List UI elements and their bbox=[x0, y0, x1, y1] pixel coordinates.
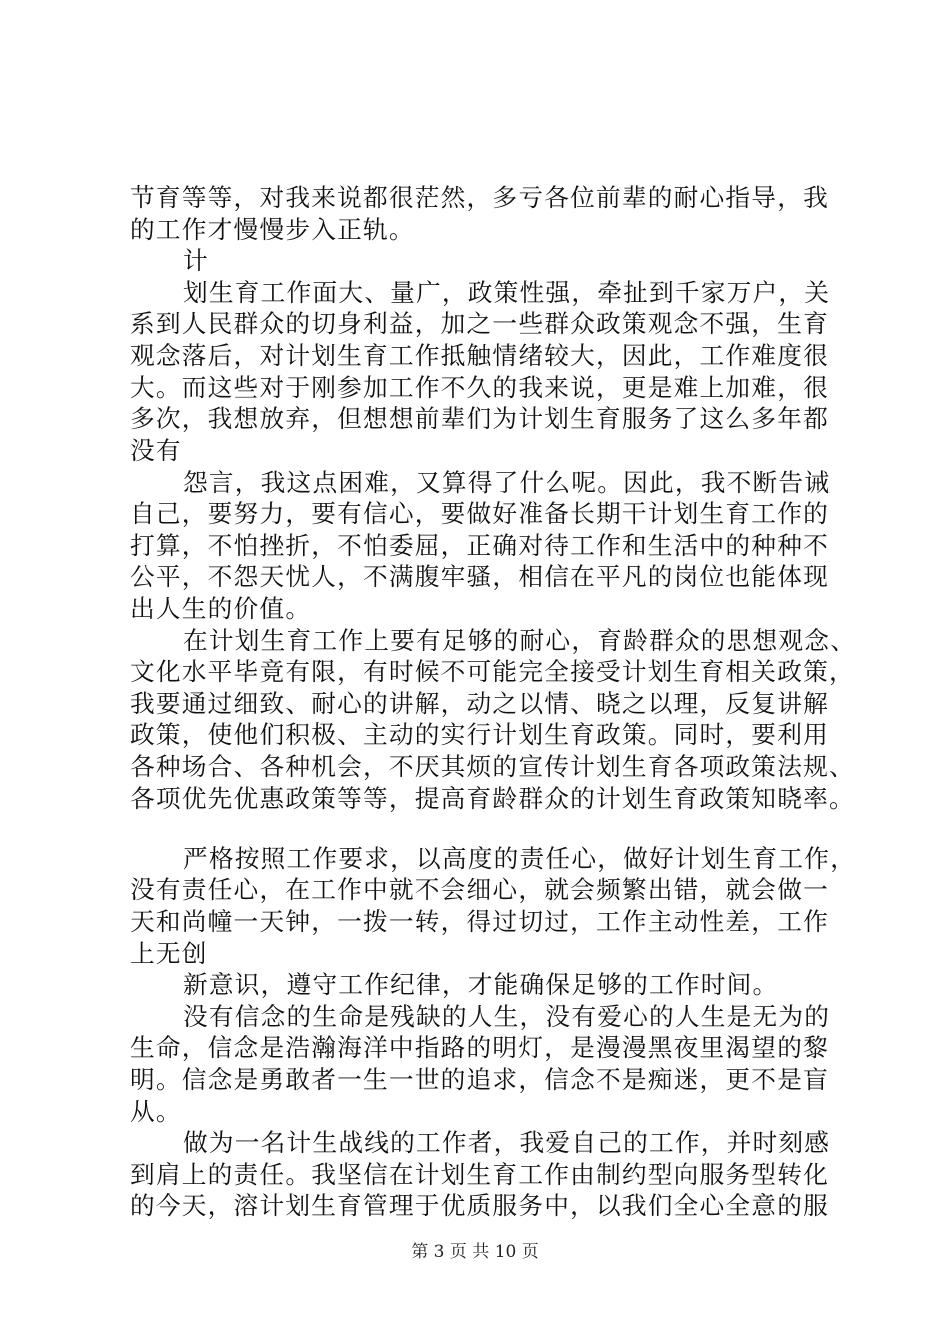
text-line: 政策，使他们积极、主动的实行计划生育政策。同时，要利用 bbox=[130, 720, 829, 750]
text-line: 天和尚幢一天钟，一拨一转，得过切过，工作主动性差，工作 bbox=[130, 906, 829, 936]
text-line: 节育等等，对我来说都很茫然，多亏各位前辈的耐心指导，我 bbox=[130, 183, 829, 212]
text-line: 打算，不怕挫折，不怕委屈，正确对待工作和生活中的种种不 bbox=[130, 530, 829, 560]
text-line: 观念落后，对计划生育工作抵触情绪较大，因此，工作难度很 bbox=[130, 341, 829, 371]
text-line: 生命，信念是浩瀚海洋中指路的明灯，是漫漫黑夜里渴望的黎 bbox=[130, 1033, 829, 1063]
text-line: 做为一名计生战线的工作者，我爱自己的工作，并时刻感 bbox=[183, 1128, 831, 1158]
text-line: 大。而这些对于刚参加工作不久的我来说，更是难上加难，很 bbox=[130, 372, 829, 402]
text-line: 没有信念的生命是残缺的人生，没有爱心的人生是无为的 bbox=[183, 1001, 831, 1031]
text-line: 怨言，我这点困难，又算得了什么呢。因此，我不断告诫 bbox=[183, 467, 831, 497]
text-line: 明。信念是勇敢者一生一世的追求，信念不是痴迷，更不是盲 bbox=[130, 1064, 829, 1094]
text-line: 自己，要努力，要有信心，要做好准备长期干计划生育工作的 bbox=[130, 499, 829, 529]
text-line: 上无创 bbox=[130, 938, 208, 968]
text-line: 从。 bbox=[130, 1096, 182, 1126]
text-line: 新意识，遵守工作纪律，才能确保足够的工作时间。 bbox=[183, 970, 779, 1000]
text-line: 严格按照工作要求，以高度的责任心，做好计划生育工作， bbox=[183, 843, 857, 873]
text-line: 到肩上的责任。我坚信在计划生育工作由制约型向服务型转化 bbox=[130, 1159, 829, 1189]
text-line: 在计划生育工作上要有足够的耐心，育龄群众的思想观念、 bbox=[183, 625, 857, 655]
text-line: 各项优先优惠政策等等，提高育龄群众的计划生育政策知晓率。 bbox=[130, 783, 855, 813]
text-line: 划生育工作面大、量广，政策性强，牵扯到千家万户，关 bbox=[183, 277, 831, 307]
page-number-footer: 第 3 页 共 10 页 bbox=[411, 1242, 539, 1262]
text-line: 公平，不怨天忧人，不满腹牢骚，相信在平凡的岗位也能体现 bbox=[130, 562, 829, 592]
text-line: 的今天，溶计划生育管理于优质服务中，以我们全心全意的服 bbox=[130, 1191, 829, 1221]
text-line: 的工作才慢慢步入正轨。 bbox=[130, 214, 415, 244]
text-line: 系到人民群众的切身利益，加之一些群众政策观念不强，生育 bbox=[130, 309, 829, 339]
text-line: 我要通过细致、耐心的讲解，动之以情、晓之以理，反复讲解 bbox=[130, 688, 829, 718]
text-line: 各种场合、各种机会，不厌其烦的宣传计划生育各项政策法规、 bbox=[130, 752, 855, 781]
text-line: 多次，我想放弃，但想想前辈们为计划生育服务了这么多年都 bbox=[130, 404, 829, 434]
text-line: 没有责任心，在工作中就不会细心，就会频繁出错，就会做一 bbox=[130, 875, 829, 905]
text-line: 没有 bbox=[130, 435, 182, 465]
text-line: 文化水平毕竟有限，有时候不可能完全接受计划生育相关政策， bbox=[130, 657, 855, 687]
text-line: 出人生的价值。 bbox=[130, 593, 312, 623]
text-line: 计 bbox=[183, 246, 209, 276]
